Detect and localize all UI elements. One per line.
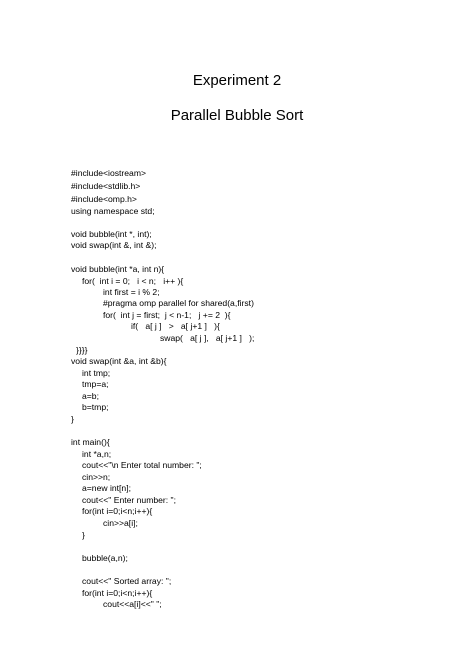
code-line: int first = i % 2; <box>103 287 160 297</box>
code-line: for( int j = first; j < n-1; j += 2 ){ <box>103 310 231 320</box>
code-line: for( int i = 0; i < n; i++ ){ <box>82 276 184 286</box>
code-line: void swap(int &, int &); <box>71 240 157 250</box>
code-line: #include<stdlib.h> <box>71 181 141 191</box>
code-line: for(int i=0;i<n;i++){ <box>82 506 153 516</box>
document-title: Experiment 2 <box>192 72 282 89</box>
code-line: bubble(a,n); <box>82 553 128 563</box>
code-line: cout<<" Sorted array: "; <box>82 576 172 586</box>
code-line: int tmp; <box>82 368 111 378</box>
code-line: cin>>a[i]; <box>103 518 138 528</box>
code-line: void swap(int &a, int &b){ <box>71 356 167 366</box>
code-line: cout<<" Enter number: "; <box>82 495 176 505</box>
code-line: #pragma omp parallel for shared(a,first) <box>103 298 254 308</box>
code-line: a=new int[n]; <box>82 483 131 493</box>
code-line: cout<<a[i]<<" "; <box>103 599 162 609</box>
code-line: if( a[ j ] > a[ j+1 ] ){ <box>131 321 220 331</box>
code-line: int *a,n; <box>82 449 112 459</box>
document-subtitle: Parallel Bubble Sort <box>170 107 304 124</box>
code-line: void bubble(int *a, int n){ <box>71 264 165 274</box>
code-line: cin>>n; <box>82 472 111 482</box>
code-line: } <box>71 414 74 424</box>
code-line: a=b; <box>82 391 99 401</box>
code-line: for(int i=0;i<n;i++){ <box>82 588 153 598</box>
code-line: }}}} <box>76 345 88 355</box>
code-line: #include<omp.h> <box>71 194 137 204</box>
code-line: #include<iostream> <box>71 168 147 178</box>
code-line: using namespace std; <box>71 206 155 216</box>
code-line: cout<<"\n Enter total number: "; <box>82 460 202 470</box>
code-line: void bubble(int *, int); <box>71 229 152 239</box>
code-line: } <box>82 530 85 540</box>
code-line: int main(){ <box>71 437 110 447</box>
code-line: b=tmp; <box>82 402 109 412</box>
code-line: tmp=a; <box>82 379 109 389</box>
code-line: swap( a[ j ], a[ j+1 ] ); <box>160 333 255 343</box>
